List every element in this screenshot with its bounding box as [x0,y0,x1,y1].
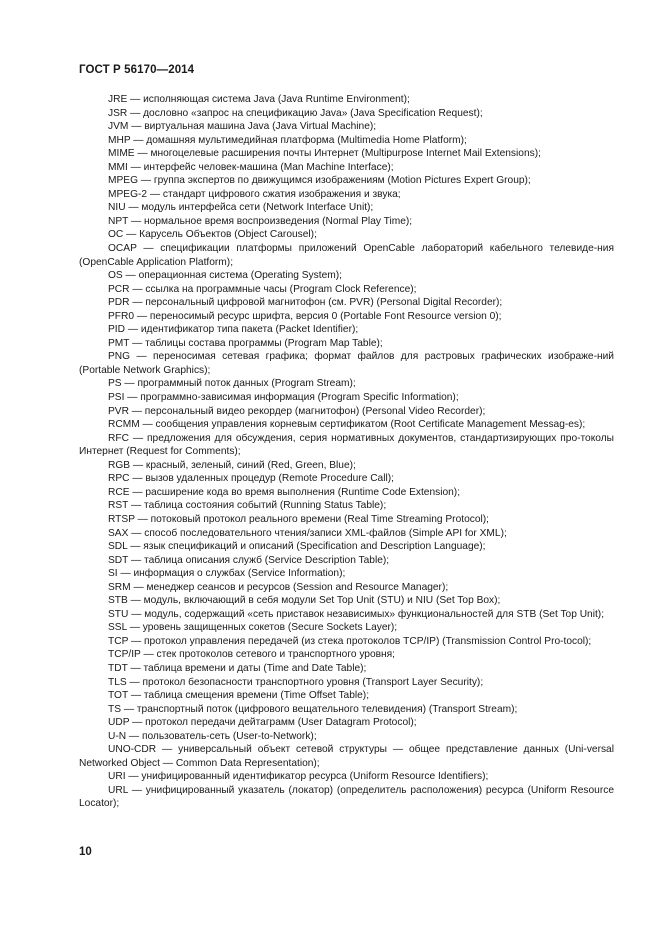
abbreviation-entry: MPEG-2 — стандарт цифрового сжатия изображения и звука; [108,188,401,200]
abbreviation-entry: RCE — расширение кода во время выполнения (Runtime Code Extension); [108,486,461,498]
abbreviation-entry: RGB — красный, зеленый, синий (Red, Green, Blue); [108,459,356,471]
abbreviation-entry: UDP — протокол передачи дейтаграмм (User Datagram Protocol); [108,717,417,729]
abbreviation-entry: JSR — дословно «запрос на спецификацию Java» (Java Specification Request); [108,107,483,119]
abbreviation-entry: SDL — язык спецификаций и описаний (Specification and Description Language); [108,541,486,553]
abbreviation-entry: SAX — способ последовательного чтения/записи XML-файлов (Simple API for XML); [108,527,507,539]
abbreviation-entry: JRE — исполняющая система Java (Java Runtime Environment); [108,94,410,105]
abbreviation-entry: RPC — вызов удаленных процедур (Remote Procedure Call); [108,473,394,485]
abbreviation-entry: OCAP — спецификации платформы приложений OpenCable лабораторий кабельного телевиде-ния (OpenCable Application Platform); [79,243,614,268]
page-number: 10 [79,846,92,858]
abbreviation-entry: RST — таблица состояния событий (Running Status Table); [108,500,387,512]
abbreviation-entry: TCP — протокол управления передачей (из стека протоколов TCP/IP) (Transmission Control Pro-tocol); [108,635,592,647]
abbreviation-entry: RCMM — сообщения управления корневым сертификатом (Root Certificate Management Messag-es); [108,419,586,431]
abbreviation-entry: PS — программный поток данных (Program Stream); [108,378,356,390]
abbreviation-entry: SDT — таблица описания служб (Service Description Table); [108,554,390,566]
abbreviation-entry: PFR0 — переносимый ресурс шрифта, версия 0 (Portable Font Resource version 0); [108,310,502,322]
abbreviation-entry: URL — унифицированный указатель (локатор) (определитель расположения) ресурса (Uniform Resource Locator); [79,784,614,810]
abbreviation-entry: PCR — ссылка на программные часы (Program Clock Reference); [108,283,417,295]
abbreviation-entry: PDR — персональный цифровой магнитофон (см. PVR) (Personal Digital Recorder); [108,297,503,309]
abbreviation-entry: OS — операционная система (Operating System); [108,270,342,282]
abbreviation-entry: MPEG — группа экспертов по движущимся изображениям (Motion Pictures Expert Group); [108,175,531,187]
abbreviation-entry: TOT — таблица смещения времени (Time Offset Table); [108,690,370,702]
abbreviation-entry: STB — модуль, включающий в себя модули Set Top Unit (STU) и NIU (Set Top Box); [108,595,501,607]
abbreviation-entry: RFC — предложения для обсуждения, серия нормативных документов, стандартизирующих про-токолы Интернет (Request for Comments); [79,432,614,458]
abbreviation-entry: UNO-CDR — универсальный объект сетевой структуры — общее представление данных (Uni-versal Networked Object — Common Data Representation); [79,744,614,769]
abbreviation-entry: PMT — таблицы состава программы (Program Map Table); [108,337,383,349]
abbreviation-entry: PSI — программно-зависимая информация (Program Specific Information); [108,392,459,404]
abbreviation-entry: NIU — модуль интерфейса сети (Network Interface Unit); [108,202,374,214]
abbreviation-entry: MIME — многоцелевые расширения почты Интернет (Multipurpose Internet Mail Extensions); [108,148,541,160]
abbreviation-entry: TLS — протокол безопасности транспортного уровня (Transport Layer Security); [108,676,484,688]
abbreviation-entry: SI — информация о службах (Service Information); [108,568,346,580]
abbreviation-entry: RTSP — потоковый протокол реального времени (Real Time Streaming Protocol); [108,513,489,525]
abbreviation-entry: MHP — домашняя мультимедийная платформа (Multimedia Home Platform); [108,134,467,146]
document-header: ГОСТ Р 56170—2014 [79,64,195,76]
abbreviation-list [79,93,614,811]
abbreviation-entry: JVM — виртуальная машина Java (Java Virtual Machine); [108,121,377,133]
abbreviation-entry: PNG — переносимая сетевая графика; формат файлов для растровых графических изображе-ний (Portable Network Graphics); [79,351,614,376]
abbreviation-entry: TS — транспортный поток (цифрового вещательного телевидения) (Transport Stream); [108,703,518,715]
abbreviation-entry: SSL — уровень защищенных сокетов (Secure Sockets Layer); [108,622,398,634]
abbreviation-entry: OC — Карусель Объектов (Object Carousel); [108,229,317,241]
abbreviation-entry: SRM — менеджер сеансов и ресурсов (Session and Resource Manager); [108,581,449,593]
abbreviation-entry: NPT — нормальное время воспроизведения (Normal Play Time); [108,215,413,227]
abbreviation-entry: TCP/IP — стек протоколов сетевого и транспортного уровня; [108,649,396,661]
abbreviation-entry: PVR — персональный видео рекордер (магнитофон) (Personal Video Recorder); [108,405,486,417]
abbreviation-entry: TDT — таблица времени и даты (Time and Date Table); [108,662,367,674]
abbreviation-entry: PID — идентификатор типа пакета (Packet Identifier); [108,324,359,336]
abbreviation-entry: URI — унифицированный идентификатор ресурса (Uniform Resource Identifiers); [108,771,489,783]
abbreviation-entry: STU — модуль, содержащий «сеть приставок независимых» функциональностей для STB (Set Top Unit); [108,608,605,620]
abbreviation-entry: U-N — пользователь-сеть (User-to-Network); [108,730,317,742]
abbreviation-entry: MMI — интерфейс человек-машина (Man Machine Interface); [108,161,394,173]
